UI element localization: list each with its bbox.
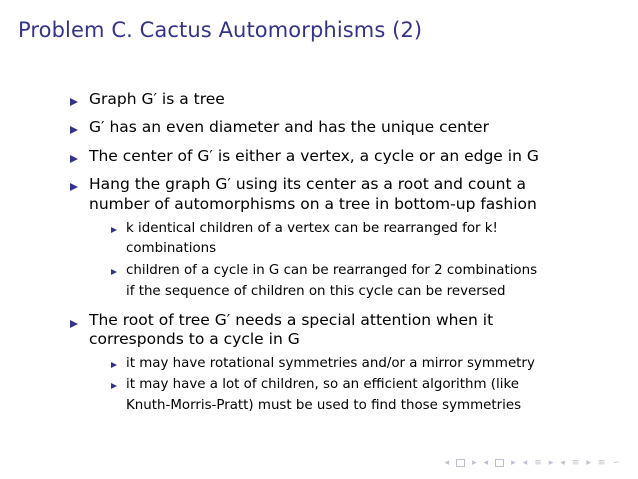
bullet-text: Graph G′ is a tree xyxy=(89,90,225,108)
bullet-marker xyxy=(70,320,78,328)
sub-bullet-text: it may have a lot of children, so an efficient algorithm (like xyxy=(126,377,519,392)
frame-icon[interactable] xyxy=(456,459,465,467)
prev-section-icon[interactable]: ◂ xyxy=(522,458,528,468)
bullet-text-continued: number of automorphisms on a tree in bottom-up fashion xyxy=(89,195,537,213)
sub-bullet-marker xyxy=(111,269,117,275)
beamer-navigation xyxy=(445,457,620,469)
sub-bullet-marker xyxy=(111,362,117,368)
subsection-icon[interactable] xyxy=(495,459,504,467)
bullet-text: The center of G′ is either a vertex, a cycle or an edge in G xyxy=(89,147,539,165)
sub-bullet-text: children of a cycle in G can be rearranged for 2 combinations xyxy=(126,263,538,278)
search-icon[interactable]: ∽ xyxy=(612,458,620,468)
bullet-text: Hang the graph G′ using its center as a root and count a xyxy=(89,175,527,193)
sub-bullet-text: k identical children of a vertex can be rearranged for k! xyxy=(126,221,498,236)
sub-bullet-text-continued: combinations xyxy=(126,241,217,256)
prev-slide-icon[interactable]: ◂ xyxy=(560,458,565,468)
next-slide-icon[interactable]: ▸ xyxy=(586,458,591,468)
prev-subsection-icon[interactable]: ◂ xyxy=(483,458,489,468)
bullet-marker xyxy=(70,98,78,106)
next-section-icon[interactable]: ▸ xyxy=(548,458,554,468)
section-icon[interactable]: ≡ xyxy=(534,458,542,468)
slide-icon[interactable]: ≡ xyxy=(571,458,580,468)
sub-bullet-marker xyxy=(111,227,117,233)
bullet-text: G′ has an even diameter and has the unique center xyxy=(89,118,489,136)
bullet-marker xyxy=(70,183,78,191)
next-subsection-icon[interactable]: ▸ xyxy=(511,458,516,468)
sub-bullet-marker xyxy=(111,383,117,389)
bullet-text-continued: corresponds to a cycle in G xyxy=(89,330,300,348)
sub-bullet-text: it may have rotational symmetries and/or a mirror symmetry xyxy=(126,356,535,371)
sub-bullet-text-continued: Knuth-Morris-Pratt) must be used to find those symmetries xyxy=(126,398,522,413)
bullet-text: The root of tree G′ needs a special attention when it xyxy=(89,311,494,329)
align-icon[interactable]: ≡ xyxy=(597,458,606,468)
next-frame-icon[interactable]: ▸ xyxy=(472,458,477,468)
bullet-marker xyxy=(70,155,78,163)
sub-bullet-text-continued: if the sequence of children on this cycle can be reversed xyxy=(126,284,506,299)
bullet-marker xyxy=(70,126,78,134)
prev-frame-icon[interactable]: ◂ xyxy=(444,458,450,468)
slide-title: Problem C. Cactus Automorphisms (2) xyxy=(18,18,423,42)
